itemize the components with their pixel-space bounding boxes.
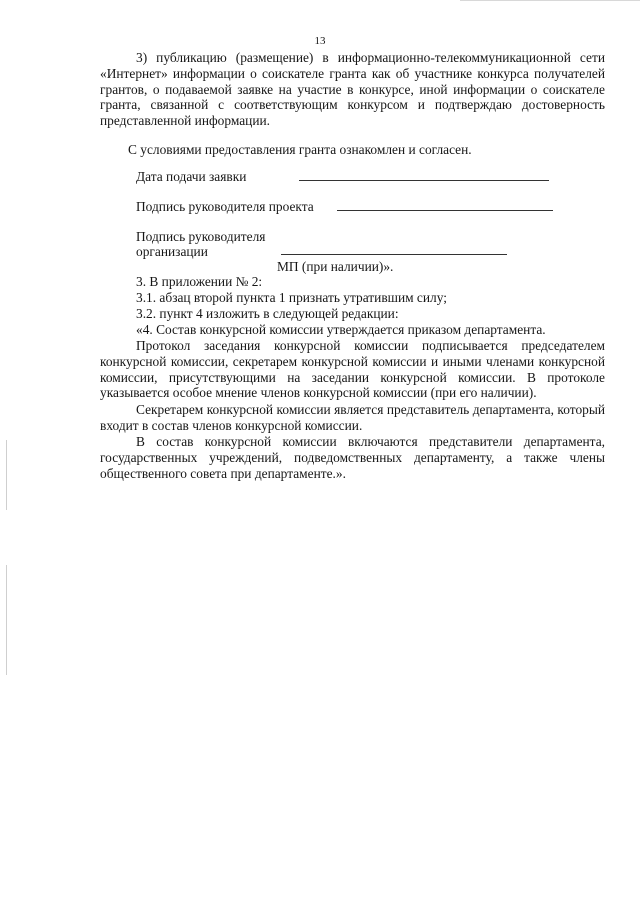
scan-edge-mark (460, 0, 640, 1)
scan-edge-mark (6, 565, 7, 675)
paragraph-composition: В состав конкурсной комиссии включаются представители департамента, государственных учреждений, подведомственных департаменту, а также члены общественного совета при департаменте.». (100, 434, 605, 481)
org-head-signature-label-2: организации (136, 244, 208, 259)
page-number: 13 (314, 35, 326, 47)
stamp-note: МП (при наличии)». (277, 259, 394, 274)
item-3-1: 3.1. абзац второй пункта 1 признать утратившим силу; (136, 290, 447, 305)
project-head-signature-label: Подпись руководителя проекта (136, 199, 314, 214)
item-3-2: 3.2. пункт 4 изложить в следующей редакции: (136, 306, 399, 321)
scan-edge-mark (6, 440, 7, 510)
paragraph-protocol: Протокол заседания конкурсной комиссии подписывается председателем конкурсной комиссии, секретарем конкурсной комиссии и иными членами конкурсной комиссии, присутствующими на заседании конкурсной комиссии. В протоколе указывается особое мнение членов конкурсной комиссии (при его наличии). (100, 338, 605, 401)
date-signature-line (299, 180, 549, 181)
paragraph-publication: 3) публикацию (размещение) в информационно-телекоммуникационной сети «Интернет» информации о соискателе гранта как об участнике конкурса получателей грантов, о подаваемой заявке на участие в конкурсе, иной информации о соискателе гранта, связанной с соответствующим конкурсом и подтверждаю достоверность представленной информации. (100, 50, 605, 129)
agreement-statement: С условиями предоставления гранта ознакомлен и согласен. (128, 142, 472, 157)
paragraph-secretary: Секретарем конкурсной комиссии является представитель департамента, который входит в состав членов конкурсной комиссии. (100, 402, 605, 433)
item-4: «4. Состав конкурсной комиссии утверждается приказом департамента. (136, 322, 546, 337)
annex-heading: 3. В приложении № 2: (136, 274, 263, 289)
date-label: Дата подачи заявки (136, 169, 247, 184)
org-head-signature-label: Подпись руководителя (136, 229, 266, 244)
org-head-signature-line (281, 254, 507, 255)
project-head-signature-line (337, 210, 553, 211)
